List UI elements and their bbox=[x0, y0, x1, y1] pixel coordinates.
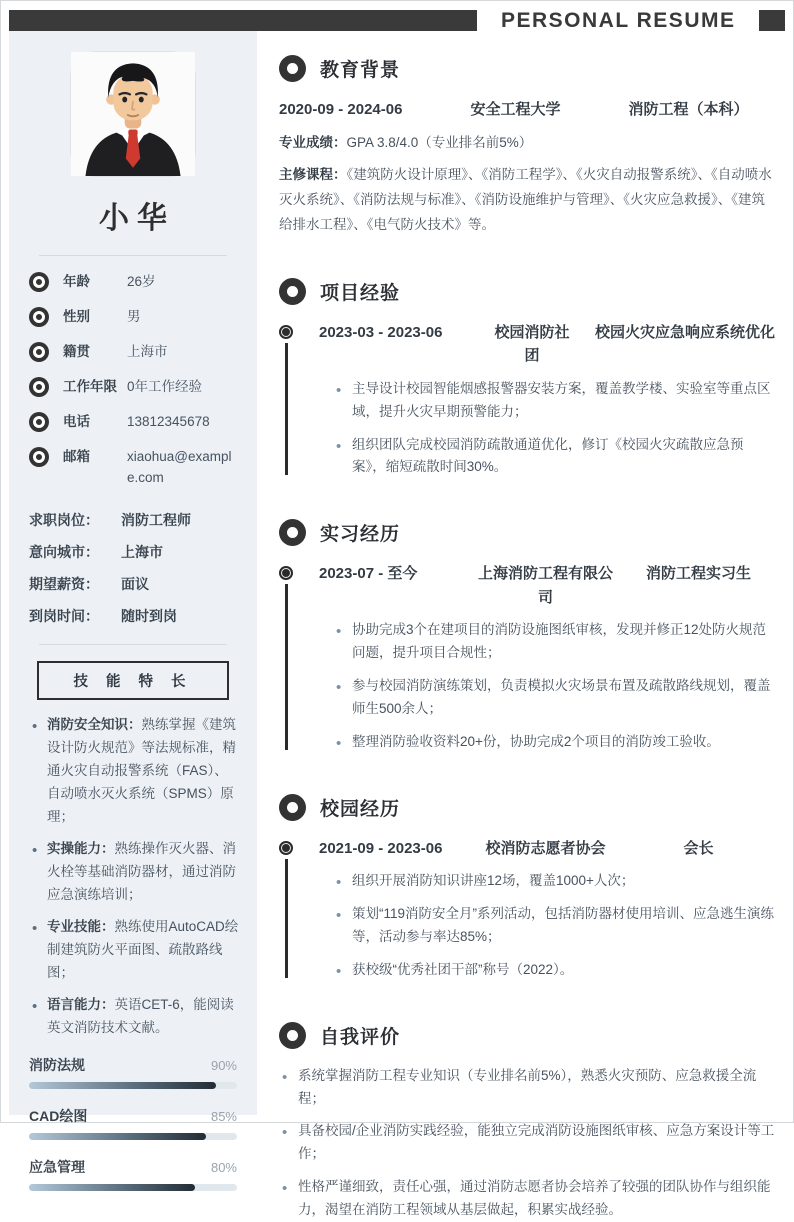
bullet-ring-icon bbox=[29, 412, 49, 432]
skill-term: 实操能力： bbox=[47, 841, 115, 857]
internship-entry-head bbox=[319, 562, 775, 609]
skill-bars bbox=[27, 1049, 239, 1191]
info-row-hometown bbox=[29, 342, 237, 363]
info-label: 年龄 bbox=[63, 274, 90, 289]
timeline-line bbox=[285, 343, 288, 475]
info-row-experience-years bbox=[29, 377, 237, 398]
education-entry-head bbox=[279, 98, 775, 121]
info-row-phone bbox=[29, 412, 237, 433]
intent-row-position bbox=[29, 510, 237, 530]
bullet-item: • 整理消防验收资料20+份，协助完成2个项目的消防竣工验收。 bbox=[335, 731, 775, 754]
header-bar bbox=[9, 10, 785, 31]
timeline-entry bbox=[279, 321, 775, 479]
intent-label: 期望薪资： bbox=[29, 576, 99, 593]
section-dot-icon bbox=[279, 278, 306, 305]
section-dot-icon bbox=[279, 794, 306, 821]
self-evaluation-bullet-list bbox=[279, 1065, 775, 1222]
section-self-evaluation bbox=[279, 1022, 775, 1222]
entry-date: 2020-09 - 2024-06 bbox=[279, 101, 403, 118]
timeline-line bbox=[285, 584, 288, 749]
skill-bar-label: CAD绘图 bbox=[29, 1107, 88, 1124]
info-label: 电话 bbox=[63, 413, 90, 429]
info-label: 性别 bbox=[63, 308, 90, 324]
progress-fill bbox=[29, 1082, 216, 1089]
section-title: 项目经验 bbox=[320, 283, 401, 305]
job-intent-list bbox=[27, 502, 239, 626]
bullet-ring-icon bbox=[29, 447, 49, 467]
progress-fill bbox=[29, 1133, 206, 1140]
info-row-gender bbox=[29, 307, 237, 328]
project-entry-head bbox=[319, 321, 775, 368]
entry-school: 安全工程大学 bbox=[470, 101, 561, 118]
info-row-age bbox=[29, 272, 237, 293]
section-header bbox=[279, 55, 775, 82]
entry-date: 2021-09 - 2023-06 bbox=[319, 839, 443, 857]
campus-bullet-list bbox=[319, 870, 775, 982]
skill-bar-label: 应急管理 bbox=[29, 1158, 85, 1175]
bullet-ring-icon bbox=[29, 342, 49, 362]
entry-role: 校园火灾应急响应系统优化 bbox=[594, 324, 775, 342]
section-header bbox=[279, 794, 775, 821]
bullet-item: • 参与校园消防演练策划，负责模拟火灾场景布置及疏散路线规划，覆盖师生500余人； bbox=[335, 675, 775, 721]
gpa-line bbox=[279, 131, 775, 156]
sidebar bbox=[9, 31, 257, 1175]
campus-entry-head bbox=[319, 837, 775, 860]
courses-value: 《建筑防火设计原理》、《消防工程学》、《火灾自动报警系统》、《自动喷水灭火系统》、《消防法规与标准》、《消防设施维护与管理》、《火灾应急救援》、《建筑给排水工程》、《电气防火技术》等。 bbox=[279, 167, 772, 233]
intent-label: 意向城市： bbox=[29, 544, 99, 561]
bullet-item: • 策划“119消防安全月”系列活动，包括消防器材使用培训、应急逃生演练等，活动参与率达85%； bbox=[335, 903, 775, 949]
skill-term: 语言能力： bbox=[47, 996, 115, 1012]
section-header bbox=[279, 1022, 775, 1049]
entry-date: 2023-07 - 至今 bbox=[319, 565, 418, 583]
bullet-ring-icon bbox=[29, 272, 49, 292]
skill-bar-emergency-management bbox=[29, 1157, 237, 1191]
bullet-item: • 主导设计校园智能烟感报警器安装方案，覆盖教学楼、实验室等重点区域，提升火灾早期预警能力； bbox=[335, 378, 775, 424]
avatar-illustration bbox=[71, 52, 195, 176]
progress-fill bbox=[29, 1184, 195, 1191]
entry-organization: 上海消防工程有限公司 bbox=[477, 565, 613, 606]
layout-columns bbox=[9, 31, 785, 1218]
section-header bbox=[279, 278, 775, 305]
section-title: 实习经历 bbox=[320, 524, 401, 546]
section-education bbox=[279, 55, 775, 238]
section-dot-icon bbox=[279, 55, 306, 82]
bullet-ring-icon bbox=[29, 377, 49, 397]
intent-label: 到岗时间： bbox=[29, 608, 99, 625]
timeline-entry bbox=[279, 562, 775, 753]
info-value: 26岁 bbox=[127, 274, 156, 289]
skills-list bbox=[27, 714, 239, 1039]
bullet-item: • 协助完成3个在建项目的消防设施图纸审核，发现并修正12处防火规范问题，提升项目合规性； bbox=[335, 619, 775, 665]
bullet-item: • 组织团队完成校园消防疏散通道优化，修订《校园火灾疏散应急预案》，缩短疏散时间30%。 bbox=[335, 434, 775, 480]
timeline-dot-icon bbox=[279, 325, 293, 339]
skill-bar-percent: 90% bbox=[210, 1057, 237, 1073]
info-row-email bbox=[29, 447, 237, 489]
info-label: 邮箱 bbox=[63, 448, 90, 464]
info-value: 男 bbox=[127, 308, 141, 324]
entry-role: 会长 bbox=[683, 839, 714, 857]
courses-line bbox=[279, 163, 775, 238]
section-project bbox=[279, 278, 775, 479]
skill-item bbox=[31, 714, 239, 829]
avatar bbox=[70, 51, 196, 177]
divider bbox=[39, 644, 227, 645]
timeline-dot-icon bbox=[279, 841, 293, 855]
skill-bar-label: 消防法规 bbox=[29, 1056, 85, 1073]
info-label: 工作年限 bbox=[63, 378, 117, 394]
section-dot-icon bbox=[279, 1022, 306, 1049]
timeline-dot-icon bbox=[279, 566, 293, 580]
skill-bar-percent: 80% bbox=[210, 1159, 237, 1175]
intent-row-salary bbox=[29, 574, 237, 594]
section-campus bbox=[279, 794, 775, 982]
timeline-entry bbox=[279, 837, 775, 982]
section-title: 自我评价 bbox=[320, 1026, 401, 1048]
section-title: 校园经历 bbox=[320, 798, 401, 820]
bullet-item: • 系统掌握消防工程专业知识（专业排名前5%），熟悉火灾预防、应急救援全流程； bbox=[281, 1065, 775, 1111]
divider bbox=[39, 255, 227, 256]
skill-term: 消防安全知识： bbox=[47, 717, 142, 733]
bullet-item: • 具备校园/企业消防实践经验，能独立完成消防设施图纸审核、应急方案设计等工作； bbox=[281, 1120, 775, 1166]
entry-organization: 校消防志愿者协会 bbox=[485, 839, 606, 857]
bullet-item: • 获校级“优秀社团干部”称号（2022）。 bbox=[335, 959, 775, 982]
skill-item bbox=[31, 994, 239, 1040]
skill-desc: 熟练使用AutoCAD绘制建筑防火平面图、疏散路线图； bbox=[47, 918, 239, 980]
intent-row-availability bbox=[29, 606, 237, 626]
intent-value: 面议 bbox=[121, 576, 149, 593]
info-value: 0年工作经验 bbox=[127, 378, 203, 394]
info-value: 上海市 bbox=[127, 343, 168, 359]
entry-date: 2023-03 - 2023-06 bbox=[319, 324, 443, 342]
intent-value: 随时到岗 bbox=[121, 608, 177, 625]
skill-term: 专业技能： bbox=[47, 918, 115, 934]
intent-value: 消防工程师 bbox=[121, 512, 191, 529]
skill-desc: 熟练掌握《建筑设计防火规范》等法规标准，精通火灾自动报警系统（FAS）、自动喷水灭火系统（SPMS）原理； bbox=[47, 717, 236, 825]
intent-label: 求职岗位： bbox=[29, 512, 99, 529]
skill-bar-percent: 85% bbox=[210, 1108, 237, 1124]
internship-bullet-list bbox=[319, 619, 775, 754]
skill-bar-fire-regulations bbox=[29, 1055, 237, 1089]
section-dot-icon bbox=[279, 519, 306, 546]
bullet-item: • 组织开展消防知识讲座12场，覆盖1000+人次； bbox=[335, 870, 775, 893]
intent-row-city bbox=[29, 542, 237, 562]
skills-section-title: 技 能 特 长 bbox=[37, 661, 229, 700]
skill-desc: 英语CET-6，能阅读英文消防技术文献。 bbox=[47, 996, 234, 1035]
section-internship bbox=[279, 519, 775, 753]
personal-info-list bbox=[27, 272, 239, 488]
skill-item bbox=[31, 916, 239, 985]
progress-track bbox=[29, 1133, 237, 1140]
section-header bbox=[279, 519, 775, 546]
progress-track bbox=[29, 1082, 237, 1089]
skill-desc: 熟练操作灭火器、消火栓等基础消防器材，通过消防应急演练培训； bbox=[47, 841, 236, 903]
skill-bar-cad-drawing bbox=[29, 1106, 237, 1140]
bullet-ring-icon bbox=[29, 307, 49, 327]
entry-organization: 校园消防社团 bbox=[494, 324, 570, 365]
main-content bbox=[279, 31, 785, 1218]
courses-label: 主修课程： bbox=[279, 167, 347, 183]
info-value-phone: 13812345678 bbox=[127, 413, 210, 429]
entry-role: 消防工程实习生 bbox=[645, 565, 751, 583]
project-bullet-list bbox=[319, 378, 775, 480]
progress-track bbox=[29, 1184, 237, 1191]
gpa-label: 专业成绩： bbox=[279, 135, 347, 151]
info-label: 籍贯 bbox=[63, 343, 90, 359]
section-title: 教育背景 bbox=[320, 60, 401, 81]
info-value-email: xiaohua@example.com bbox=[127, 448, 232, 485]
timeline-line bbox=[285, 859, 288, 978]
bullet-item: • 性格严谨细致，责任心强，通过消防志愿者协会培养了较强的团队协作与组织能力，渴望在消防工程领域从基层做起，积累实战经验。 bbox=[281, 1176, 775, 1222]
intent-value: 上海市 bbox=[121, 544, 163, 561]
skill-item bbox=[31, 838, 239, 907]
entry-major: 消防工程（本科） bbox=[628, 101, 749, 118]
gpa-value: GPA 3.8/4.0（专业排名前5%） bbox=[346, 135, 533, 151]
candidate-name: 小华 bbox=[99, 202, 175, 235]
page-title: PERSONAL RESUME bbox=[477, 3, 759, 39]
